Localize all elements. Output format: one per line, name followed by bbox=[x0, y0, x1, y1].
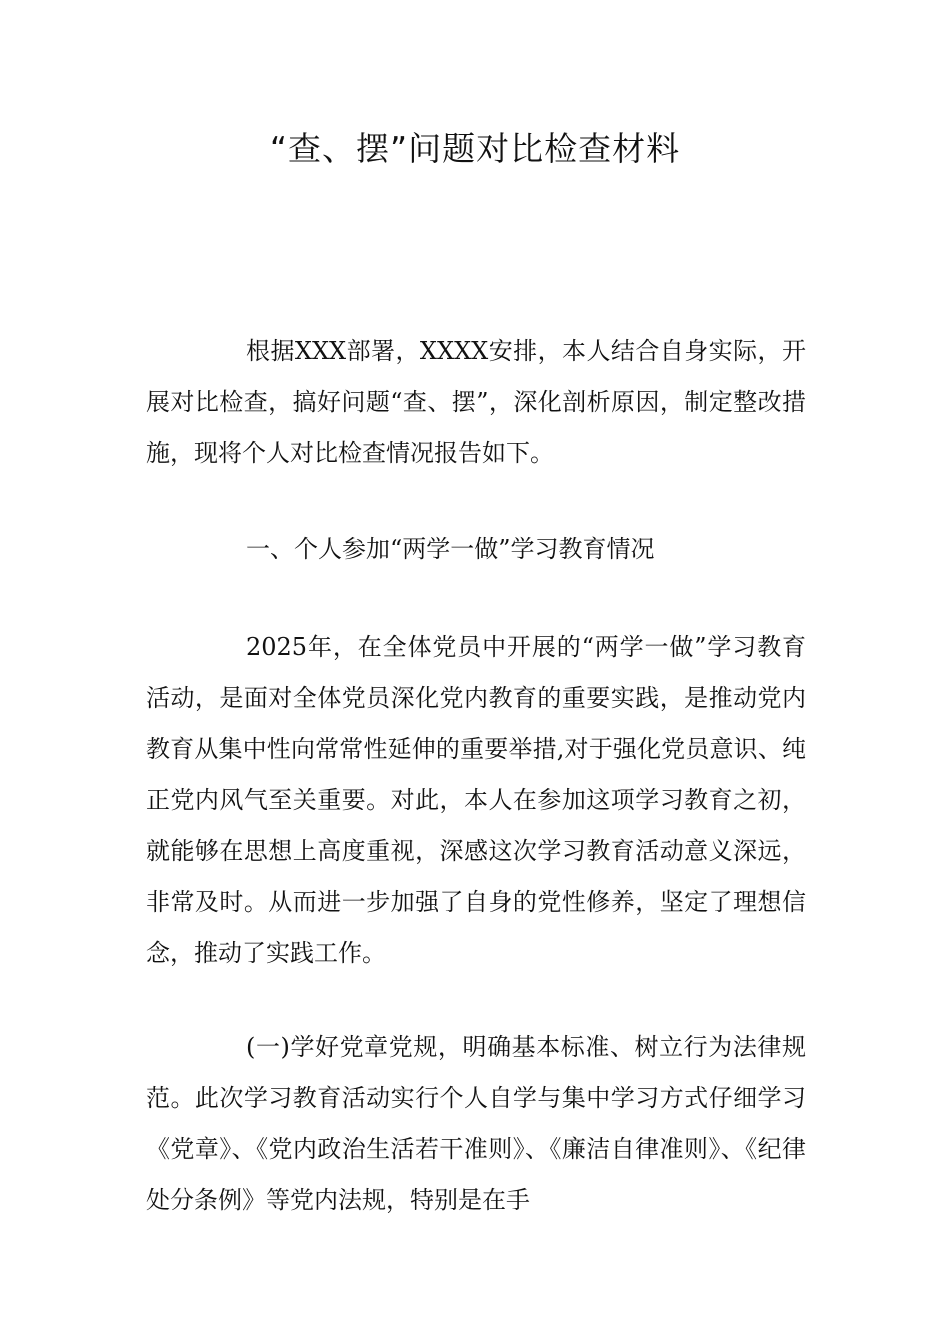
section-paragraph: 2025年，在全体党员中开展的“两学一做”学习教育活动，是面对全体党员深化党内教育的重要实践，是推动党内教育从集中性向常常性延伸的重要举措,对于强化党员意识、纯正党内风气至关重要。对此，本人在参加这项学习教育之初，就能够在思想上高度重视，深感这次学习教育活动意义深远，非常及时。从而进一步加强了自身的党性修养，坚定了理想信念，推动了实践工作。 bbox=[146, 633, 806, 967]
section-heading: 一、个人参加“两学一做”学习教育情况 bbox=[246, 535, 655, 563]
intro-paragraph: 根据XXX部署，XXXX安排，本人结合自身实际，开展对比检查，搞好问题“查、摆”，深化剖析原因，制定整改措施，现将个人对比检查情况报告如下。 bbox=[146, 337, 806, 467]
subsection-paragraph: (一)学好党章党规，明确基本标准、树立行为法律规范。此次学习教育活动实行个人自学与集中学习方式仔细学习《党章》、《党内政治生活若干准则》、《廉洁自律准则》、《纪律处分条例》等党内法规，特别是在手 bbox=[146, 1033, 806, 1214]
document-title: “查、摆”问题对比检查材料 bbox=[269, 129, 681, 168]
